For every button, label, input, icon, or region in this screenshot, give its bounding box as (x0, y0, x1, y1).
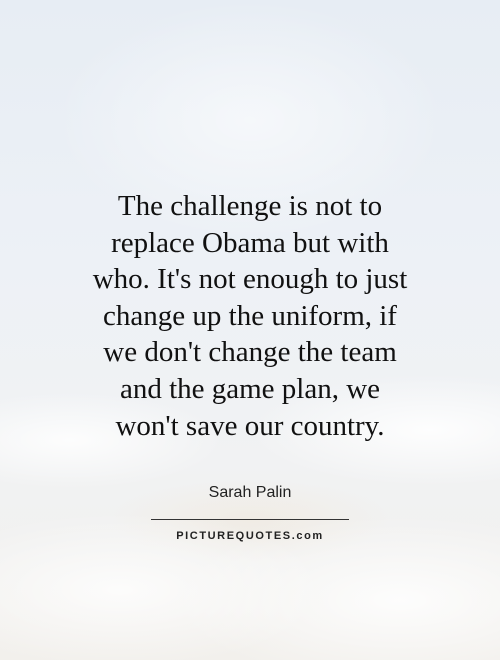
author-divider (151, 519, 349, 520)
quote-text (20, 188, 480, 444)
quote-line: who. It's not enough to just (92, 263, 408, 296)
quote-line: won't save our country. (115, 409, 385, 442)
quote-author: Sarah Palin (208, 484, 292, 501)
quote-line: we don't change the team (103, 336, 397, 369)
quote-line: change up the uniform, if (103, 299, 397, 332)
quote-line: The challenge is not to (117, 190, 383, 222)
quote-line: and the game plan, we (119, 372, 381, 405)
quote-line: replace Obama but with (111, 226, 389, 259)
site-watermark: PICTUREQUOTES.com (176, 530, 324, 542)
